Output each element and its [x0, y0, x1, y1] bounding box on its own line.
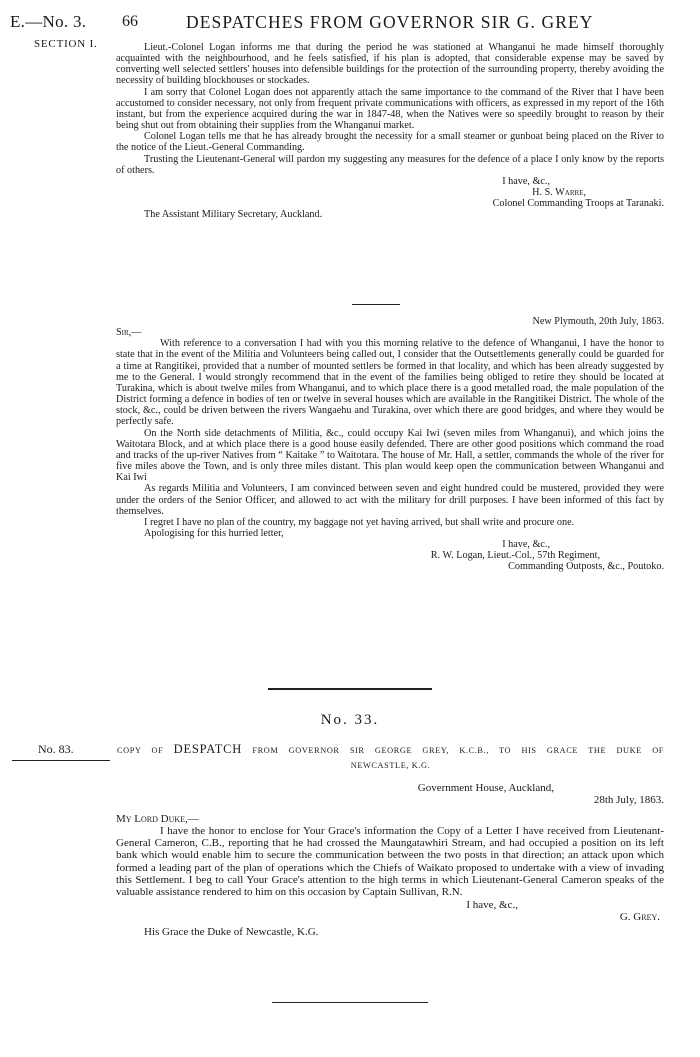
short-divider	[352, 304, 400, 305]
addressee: His Grace the Duke of Newcastle, K.G.	[144, 926, 319, 939]
place: Government House, Auckland,	[417, 782, 554, 794]
paragraph: With reference to a conversation I had with you this morning relative to the defence of Whanganui, I have the honor to state that in the event of the Militia and Volunteers being called out, I consider that the Outsettlements generally could be guarded for a time at Rangitikei, provided that a number of mounted settlers be formed in that locality, and which has been already suggested by me to the General. I would strongly recommend that in the event of the families being obliged to retire they should be located at Turakina, which is about twelve miles from Whanganui, and to which place there is a good metalled road, the male population of the District forming a defence in bodies of ten or twelve in several houses which are available in the Rangitikei District. The whole of the stock, &c., could be driven between the rivers Wangaehu and Turakina, over which there are good bridges, and where they would be perfectly safe.	[116, 338, 664, 428]
paragraph: Colonel Logan tells me that he has already brought the necessity for a small steamer or gunboat being placed on the River to the notice of the Lieut.-General Commanding.	[116, 131, 664, 154]
date: 28th July, 1863.	[593, 794, 664, 807]
page-header	[0, 10, 700, 36]
heading-text: NEWCASTLE, K.G.	[350, 761, 431, 770]
running-title: DESPATCHES FROM GOVERNOR SIR G. GREY	[186, 12, 594, 32]
paragraph: On the North side detachments of Militia, &c., could occupy Kai Iwi (seven miles from Whanganui), and which joins the Waitotara Block, and at which place there is a good house easily defended. There are other good positions which command the road and tracks of the up-river Natives from “ Kaitake ” to Waitotara. The house of Mr. Hall, a settler, commands the whole of the river for five miles above the Town, and is only three miles distant. This plan would keep open the communication between Whanganui and Kai Iwi	[116, 427, 664, 484]
end-divider	[272, 1002, 428, 1003]
place-date: New Plymouth, 20th July, 1863.	[532, 316, 664, 327]
signer-title: Colonel Commanding Troops at Taranaki.	[492, 198, 664, 210]
despatch-heading	[117, 742, 664, 773]
signer-title: Commanding Outposts, &c., Poutoko.	[508, 561, 664, 573]
margin-reference: No. 83.	[38, 742, 74, 756]
closing: I have, &c.,	[502, 175, 550, 187]
document-reference: E.—No. 3.	[10, 12, 87, 31]
heading-text: FROM GOVERNOR SIR GEORGE GREY, K.C.B., TO HIS GRACE THE DUKE OF	[242, 746, 664, 755]
addressee: The Assistant Military Secretary, Auckland.	[144, 209, 323, 221]
despatch-number: No. 33.	[320, 712, 380, 728]
heading-text: DESPATCH	[173, 742, 243, 756]
signature: G. Grey.	[619, 910, 660, 923]
section-label: SECTION I.	[34, 38, 98, 50]
closing: I have, &c.,	[466, 898, 518, 911]
heading-text: COPY OF	[117, 746, 174, 755]
paragraph: I am sorry that Colonel Logan does not apparently attach the same importance to the command of the River that I have been accustomed to consider necessary, not only from frequent private communications with officers, as expressed in my report of the 16th instant, but from the experience acquired during the war in 1847-48, when the Natives were so speedily brought to reason by their being shut out from obtaining their supplies from the Whanganui market.	[116, 86, 664, 132]
paragraph: Lieut.-Colonel Logan informs me that during the period he was stationed at Whanganui he made himself thoroughly acquainted with the neighbourhood, and he feels satisfied, if his plan is adopted, that considerable expense may be saved by converting well selected settlers' houses into defensible buildings for the protection of the surrounding property, thereby avoiding the necessity of building blockhouses or stockades.	[116, 42, 664, 87]
paragraph: Apologising for this hurried letter,	[144, 527, 284, 539]
paragraph: As regards Militia and Volunteers, I am convinced between seven and eight hundred could be mustered, provided they were under the orders of the Senior Officer, and allowed to act with the military for drill purposes. I have been informed of this fact by themselves.	[116, 483, 664, 517]
signature: H. S. Warre,	[532, 187, 586, 199]
signature: R. W. Logan, Lieut.-Col., 57th Regiment,	[430, 550, 600, 562]
despatch-body	[116, 782, 664, 939]
margin-rule	[12, 760, 110, 761]
page-number: 66	[122, 13, 138, 30]
letter-logan	[116, 316, 664, 573]
section-divider	[268, 688, 432, 690]
letter-warre	[116, 42, 664, 221]
paragraph: I have the honor to enclose for Your Grace's information the Copy of a Letter I have received from Lieutenant-General Cameron, C.B., reporting that he had crossed the Maungatawhiri Stream, and had occupied a position on its left bank which would enable him to secure the communication between the two posts in that direction; an attack upon which formed a leading part of the plan of operations which the Chiefs of Waikato proposed to undertake with a view of invading this Settlement. I beg to call Your Grace's attention to the high terms in which Lieutenant-General Cameron speaks of the valuable assistance rendered to him on this occasion by Captain Sullivan, R.N.	[116, 824, 664, 899]
paragraph: I regret I have no plan of the country, my baggage not yet having arrived, but shall write and procure one.	[144, 516, 575, 528]
heading-line	[117, 742, 664, 758]
salutation: My Lord Duke,—	[116, 812, 199, 825]
closing: I have, &c.,	[502, 539, 550, 551]
salutation: Sir,—	[116, 327, 142, 339]
paragraph: Trusting the Lieutenant-General will pardon my suggesting any measures for the defence of a place I only know by the reports of others.	[116, 153, 664, 176]
